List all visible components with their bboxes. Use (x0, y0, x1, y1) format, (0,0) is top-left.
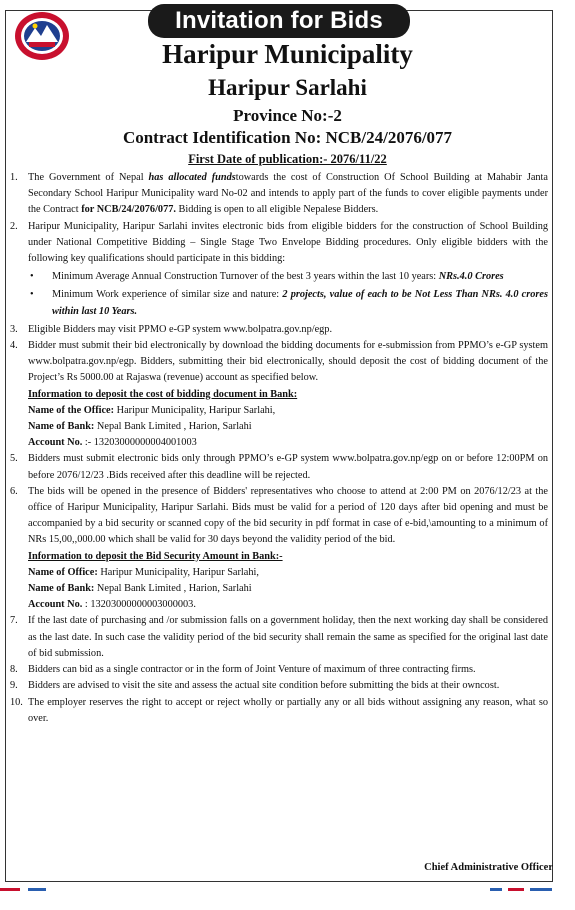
field-value: Haripur Municipality, Haripur Sarlahi, (114, 404, 276, 416)
clause-number: 4. (10, 340, 18, 352)
clause-text: Bidders must submit electronic bids only through PPMO’s e-GP system www.bolpatra.gov.np/egp on or before 12:00PM on before 2076/12/23 .Bids received after this deadline will be rejected. (28, 453, 548, 481)
clause-number: 5. (10, 453, 18, 465)
clause-9 (10, 678, 548, 694)
field-label: Account No. (28, 599, 83, 611)
clause-emphasis: has allocated funds (148, 172, 236, 183)
contract-id: Contract Identification No: NCB/24/2076/077 (122, 128, 453, 147)
section-title: Information to deposit the cost of bidding document in Bank: (28, 388, 298, 400)
clause-number: 10. (10, 696, 23, 708)
clause-5 (10, 451, 548, 483)
clause-number: 7. (10, 615, 18, 627)
clause-text: Eligible Bidders may visit PPMO e-GP system www.bolpatra.gov.np/egp. (28, 323, 333, 335)
field-value: :- 13203000000004001003 (82, 437, 197, 449)
field-value: Nepal Bank Limited , Harion, Sarlahi (94, 421, 252, 433)
clause-3 (10, 322, 548, 338)
clause-2 (10, 219, 548, 268)
bullet-text: Minimum Average Annual Construction Turnover of the best 3 years within the last 10 years: (52, 271, 439, 283)
org-name: Haripur Municipality (162, 39, 413, 69)
field-label: Name of Bank: (28, 421, 95, 433)
field-label: Account No. (28, 437, 83, 449)
section-title: Information to deposit the Bid Security Amount in Bank:- (28, 550, 283, 562)
clause-7 (10, 613, 548, 662)
clause-text: Bidding is open to all eligible Nepalese Bidders. (175, 204, 379, 216)
bank-info-document-cost (10, 387, 548, 452)
notice-body (10, 170, 548, 727)
clause-emphasis: for NCB/24/2076/077. (81, 204, 176, 216)
footer-segment (0, 888, 20, 891)
clause-number: 2. (10, 220, 18, 232)
clause-number: 9. (10, 680, 18, 692)
clause-text: towards the cost of Construction Of School Building at Mahabir Janta Secondary School Haripur Municipality ward No-02 and intends to apply part of the funds to cover eligible payments under the Contract (28, 172, 548, 216)
clause-number: 3. (10, 323, 18, 335)
clause-text: The bids will be opened in the presence of Bidders' representatives who choose to attend at 2:00 PM on 2076/12/23 at the office of Haripur Municipality, Haripur Sarlahi. Bids must be valid for a period of 120 days after bid opening and must be accompanied by a bid security or scanned copy of the bid security in pdf format in case of e-bid,\amounting to a minimum of NRs 15,00,,000.00 which shall be valid for 30 days beyond the validity period of the bid. (28, 485, 548, 546)
qualification-bullet (10, 287, 548, 319)
clause-number: 6. (10, 485, 18, 497)
clause-text: The Government of Nepal (28, 172, 149, 183)
bullet-text: Minimum Work experience of similar size and nature: (52, 289, 283, 301)
clause-6 (10, 484, 548, 549)
banner-title: Invitation for Bids (148, 4, 410, 38)
clause-number: 8. (10, 664, 18, 676)
clause-4 (10, 338, 548, 387)
bullet-icon: • (30, 289, 34, 301)
bullet-emphasis: NRs.4.0 Crores (438, 271, 504, 283)
field-value: : 13203000000003000003. (82, 599, 196, 611)
field-value: Haripur Municipality, Haripur Sarlahi, (97, 566, 259, 578)
footer-segment (508, 888, 524, 891)
clause-1 (10, 170, 548, 219)
clause-text: Bidder must submit their bid electronically by download the bidding documents for e-submission from PPMO’s e-GP system www.bolpatra.gov.np/egp. Bidders, submitting their bid electronically, should deposit the cost of bidding document of the Project’s Rs 5000.00 at Rajaswa (revenue) account as specified below. (28, 340, 548, 384)
bullet-emphasis: 2 projects, value of each to be Not Less Than NRs. 4.0 crores within last 10 Years. (52, 289, 548, 317)
field-label: Name of the Office: (28, 404, 115, 416)
qualification-bullet (10, 269, 548, 285)
clause-text: Bidders are advised to visit the site and assess the actual site condition before submitting the bids at their owncost. (28, 680, 500, 692)
footer-segment (490, 888, 502, 891)
field-label: Name of Bank: (28, 583, 95, 595)
clause-text: Haripur Municipality, Haripur Sarlahi invites electronic bids from eligible bidders for the construction of School Building under National Competitive Bidding – Single Stage Two Envelope Bidding procedures. Only eligible bidders with the following key qualifications should participate in this bidding: (28, 220, 548, 265)
field-label: Name of Office: (28, 566, 98, 578)
clause-8 (10, 662, 548, 678)
clause-number: 1. (10, 172, 18, 183)
footer-segment (530, 888, 552, 891)
signature-title: Chief Administrative Officer (424, 862, 553, 873)
footer-color-bar (0, 888, 575, 892)
clause-text: If the last date of purchasing and /or submission falls on a government holiday, then the next working day shall be considered as the last date. In such case the validity period of the bid security shall remain the same as specified for the original last date of bid submission. (28, 615, 548, 659)
bullet-icon: • (30, 271, 34, 283)
bank-info-bid-security (10, 549, 548, 614)
org-place: Haripur Sarlahi (208, 75, 367, 100)
province: Province No:-2 (233, 106, 342, 125)
field-value: Nepal Bank Limited , Harion, Sarlahi (94, 583, 252, 595)
clause-10 (10, 695, 548, 727)
first-publication-date: First Date of publication:- 2076/11/22 (188, 152, 387, 166)
footer-segment (28, 888, 46, 891)
clause-text: Bidders can bid as a single contractor or in the form of Joint Venture of maximum of three contracting firms. (28, 664, 476, 676)
clause-text: The employer reserves the right to accept or reject wholly or partially any or all bids without assigning any reason, what so over. (28, 696, 548, 724)
